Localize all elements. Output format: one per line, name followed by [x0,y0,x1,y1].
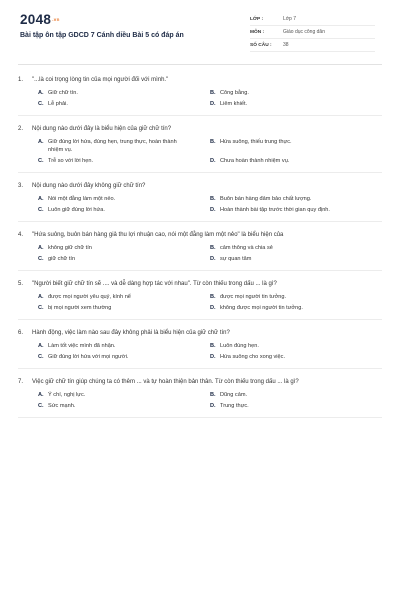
option-letter: D. [210,305,216,311]
option-letter: C. [38,354,44,360]
answer-option[interactable] [38,391,210,399]
question-text [18,327,382,337]
option-text: Liêm khiết. [220,101,248,107]
option-text: Giữ chữ tín. [48,90,78,96]
question-text [18,123,382,133]
question-body: Nội dung nào dưới đây là biểu hiện của giữ chữ tín? [32,126,172,132]
option-text: Hoàn thành bài tập trước thời gian quy định. [220,207,330,213]
meta-label: SỐ CÂU : [250,42,272,48]
option-text: được mọi người tin tưởng. [220,294,287,300]
option-row [18,89,382,97]
question-number: 2. [18,126,24,132]
question-body: Nội dung nào dưới đây không giữ chữ tín? [32,183,146,189]
question-6 [18,327,382,369]
answer-options [18,337,382,361]
question-text [18,278,382,288]
option-row [18,304,382,312]
answer-option[interactable] [210,244,382,252]
answer-option[interactable] [38,157,210,165]
question-number: 6. [18,330,24,336]
option-text: Chưa hoàn thành nhiệm vụ. [220,158,290,164]
answer-option[interactable] [38,89,210,97]
option-text: bị mọi người xem thường [48,305,112,311]
answer-option[interactable] [38,138,210,154]
answer-option[interactable] [210,402,382,410]
option-letter: C. [38,256,44,262]
option-text: không được mọi người tin tưởng. [220,305,303,311]
option-text: Ý chí, nghị lực. [48,392,86,398]
option-letter: B. [210,139,216,145]
question-list [18,74,382,425]
answer-options [18,386,382,410]
document-title: Bài tập ôn tập GDCD 7 Cánh diều Bài 5 có đáp án [20,32,184,40]
answer-option[interactable] [210,391,382,399]
option-letter: A. [38,196,44,202]
option-letter: A. [38,90,44,96]
question-number: 7. [18,379,24,385]
option-text: được mọi người yêu quý, kính nể [48,294,131,300]
option-letter: B. [210,343,216,349]
meta-row-subject [250,26,375,39]
option-row [18,195,382,203]
option-row [18,342,382,350]
option-text: giữ chữ tín [48,256,76,262]
option-letter: B. [210,392,216,398]
meta-row-count [250,39,375,52]
meta-value: Giáo dục công dân [283,29,325,35]
option-text: Hứa suông, thiếu trung thực. [220,139,292,145]
question-body: Hành động, việc làm nào sau đây không phải là biểu hiện của giữ chữ tín? [32,330,230,336]
option-letter: C. [38,101,44,107]
meta-label: MÔN : [250,29,265,35]
option-row [18,157,382,165]
option-row [18,244,382,252]
option-text: Giữ đúng lời hứa, đúng hẹn, trung thực, hoàn thành nhiệm vụ. [48,139,177,153]
option-letter: D. [210,101,216,107]
answer-options [18,190,382,214]
question-text [18,376,382,386]
answer-option[interactable] [210,206,382,214]
question-5 [18,278,382,320]
question-separator [18,368,382,369]
option-row [18,353,382,361]
option-letter: D. [210,158,216,164]
answer-option[interactable] [210,255,382,263]
option-text: Hứa suông cho xong việc. [220,354,286,360]
meta-info [250,13,375,52]
answer-options [18,84,382,108]
answer-option[interactable] [38,255,210,263]
answer-option[interactable] [210,342,382,350]
option-row [18,402,382,410]
question-4 [18,229,382,271]
question-7 [18,376,382,418]
answer-options [18,133,382,165]
option-row [18,100,382,108]
answer-option[interactable] [210,89,382,97]
question-body: "Người biết giữ chữ tín sẽ .... và dễ dàng hợp tác với nhau". Từ còn thiếu trong dấu ... là gì? [32,281,277,287]
question-text [18,180,382,190]
option-letter: B. [210,90,216,96]
question-1 [18,74,382,116]
question-body: Việc giữ chữ tín giúp chúng ta có thêm ... và tự hoàn thiện bản thân. Từ còn thiếu trong dấu ... là gì? [32,379,299,385]
question-text [18,74,382,84]
question-body: "...là coi trọng lòng tin của mọi người đối với mình." [32,77,169,83]
answer-option[interactable] [210,157,382,165]
answer-option[interactable] [210,195,382,203]
answer-option[interactable] [210,293,382,301]
option-text: Trung thực. [220,403,249,409]
question-body: "Hứa suông, buôn bán hàng giả thu lợi nhuận cao, nói một đằng làm một nẻo" là biểu hiện của [32,232,284,238]
option-letter: D. [210,354,216,360]
question-separator [18,319,382,320]
question-3 [18,180,382,222]
option-letter: B. [210,245,216,251]
option-row [18,255,382,263]
answer-option[interactable] [210,100,382,108]
page-header [0,0,400,58]
meta-value: 38 [283,42,289,48]
question-separator [18,115,382,116]
answer-option[interactable] [210,304,382,312]
answer-option[interactable] [38,304,210,312]
question-text [18,229,382,239]
option-letter: C. [38,305,44,311]
option-letter: D. [210,207,216,213]
option-text: Giữ đúng lời hứa với mọi người. [48,354,129,360]
option-text: sự quan tâm [220,256,252,262]
question-separator [18,172,382,173]
answer-option[interactable] [38,342,210,350]
option-text: Luôn giữ đúng lời hứa. [48,207,105,213]
question-number: 1. [18,77,24,83]
answer-option[interactable] [38,195,210,203]
option-row [18,293,382,301]
option-letter: A. [38,139,44,145]
option-row [18,138,382,154]
option-letter: A. [38,294,44,300]
answer-option[interactable] [38,402,210,410]
answer-option[interactable] [38,206,210,214]
option-text: Lễ phải. [48,101,68,107]
answer-option[interactable] [38,100,210,108]
option-letter: A. [38,343,44,349]
option-letter: C. [38,403,44,409]
option-row [18,206,382,214]
answer-option[interactable] [210,353,382,361]
option-row [18,391,382,399]
option-text: Làm tốt việc mình đã nhận. [48,343,116,349]
option-letter: A. [38,245,44,251]
question-2 [18,123,382,173]
meta-row-grade [250,13,375,26]
option-text: Nói một đằng làm một nẻo. [48,196,116,202]
option-text: Sức mạnh. [48,403,76,409]
question-separator [18,221,382,222]
option-text: Dũng cảm. [220,392,248,398]
option-letter: D. [210,403,216,409]
option-text: Buôn bán hàng đảm bảo chất lượng. [220,196,312,202]
meta-label: LỚP : [250,16,264,22]
logo-main: 2048 [20,12,52,27]
option-letter: C. [38,158,44,164]
answer-option[interactable] [38,244,210,252]
option-text: cảm thông và chia sẻ [220,245,273,251]
option-letter: D. [210,256,216,262]
header-divider [18,64,382,65]
option-letter: B. [210,196,216,202]
question-number: 5. [18,281,24,287]
meta-value: Lớp 7 [283,16,297,22]
option-letter: A. [38,392,44,398]
answer-options [18,288,382,312]
option-letter: C. [38,207,44,213]
option-text: Luôn đúng hẹn. [220,343,259,349]
question-separator [18,270,382,271]
question-number: 3. [18,183,24,189]
option-text: Trễ so với lời hẹn. [48,158,94,164]
question-separator [18,417,382,418]
question-number: 4. [18,232,24,238]
option-text: không giữ chữ tín [48,245,92,251]
option-text: Công bằng. [220,90,249,96]
answer-option[interactable] [38,353,210,361]
answer-option[interactable] [210,138,382,154]
answer-options [18,239,382,263]
answer-option[interactable] [38,293,210,301]
option-letter: B. [210,294,216,300]
logo-suffix: .vn [52,17,60,23]
